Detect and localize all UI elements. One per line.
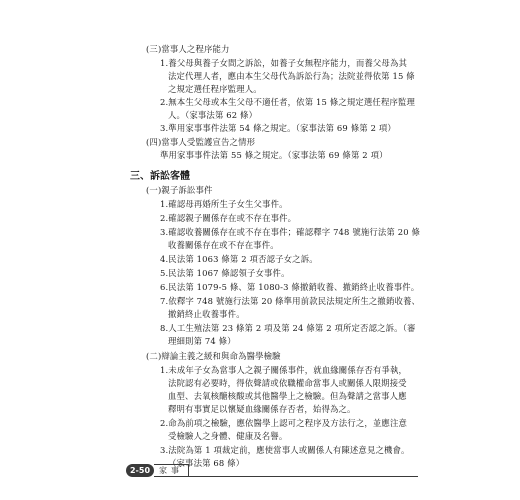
section-heading: (三)當事人之程序能力: [146, 44, 230, 54]
text-line: 4.民法第 1063 條第 2 項否認子女之訴。: [160, 254, 318, 264]
text-line: 2.確認親子關係存在或不存在事件。: [160, 213, 297, 223]
text-line: 2.無本生父母或本生父母不適任者，依第 15 條之規定選任程序監理: [160, 97, 416, 107]
text-line: 血型、去氧核醣核酸或其他醫學上之檢驗。但為聲請之當事人應: [168, 391, 407, 401]
text-line: 法定代理人者，應由本生父母代為訴訟行為；法院並得依第 15 條: [168, 71, 415, 81]
text-line: 收養關係存在或不存在事件。: [168, 240, 279, 250]
text-line: 8.人工生殖法第 23 條第 2 項及第 24 條第 2 項所定否認之訴。（審: [160, 323, 416, 333]
section-label: 家事: [154, 464, 189, 477]
text-line: 撤銷終止收養事件。: [168, 309, 245, 319]
footer-divider: [188, 476, 418, 477]
text-line: 2.命為前項之檢驗，應依醫學上認可之程序及方法行之，並應注意: [160, 418, 407, 428]
section-heading: (一)親子訴訟事件: [146, 185, 213, 195]
chapter-heading: 三、訴訟客體: [130, 171, 190, 182]
text-line: 準用家事事件法第 55 條之規定。（家事法第 69 條第 2 項）: [160, 150, 388, 160]
section-heading: (四)當事人受監護宣告之情形: [146, 137, 256, 147]
text-line: 3.法院為第 1 項裁定前，應使當事人或關係人有陳述意見之機會。: [160, 445, 410, 455]
text-line: 釋明有事實足以懷疑血緣關係存否者，始得為之。: [168, 404, 356, 414]
page-number-badge: 2-50: [126, 464, 154, 477]
text-line: 之規定選任程序監理人。: [168, 84, 262, 94]
section-heading: (二)辯論主義之緩和與命為醫學檢驗: [146, 351, 281, 361]
text-line: 1.未成年子女為當事人之親子關係事件，就血緣關係存否有爭執，: [160, 365, 407, 375]
text-line: 6.民法第 1079-5 條、第 1080-3 條撤銷收養、撤銷終止收養事件。: [160, 282, 420, 292]
text-line: 理細則第 74 條）: [168, 336, 236, 346]
text-line: 1.養父母與養子女間之訴訟，如養子女無程序能力，而養父母為其: [160, 58, 407, 68]
text-line: 1.確認母再婚所生子女生父事件。: [160, 199, 288, 209]
text-line: 7.依釋字 748 號施行法第 20 條準用前款民法規定所生之撤銷收養、: [160, 296, 421, 306]
text-line: （家事法第 68 條）: [168, 458, 245, 468]
text-line: 法院認有必要時，得依聲請或依職權命當事人或關係人限期接受: [168, 378, 407, 388]
text-line: 人。（家事法第 62 條）: [168, 110, 258, 120]
text-line: 受檢驗人之身體、健康及名譽。: [168, 431, 288, 441]
text-line: 5.民法第 1067 條認領子女事件。: [160, 268, 290, 278]
text-line: 3.確認收養關係存在或不存在事件；確認釋字 748 號施行法第 20 條: [160, 227, 421, 237]
text-line: 3.準用家事事件法第 54 條之規定。（家事法第 69 條第 2 項）: [160, 123, 396, 133]
